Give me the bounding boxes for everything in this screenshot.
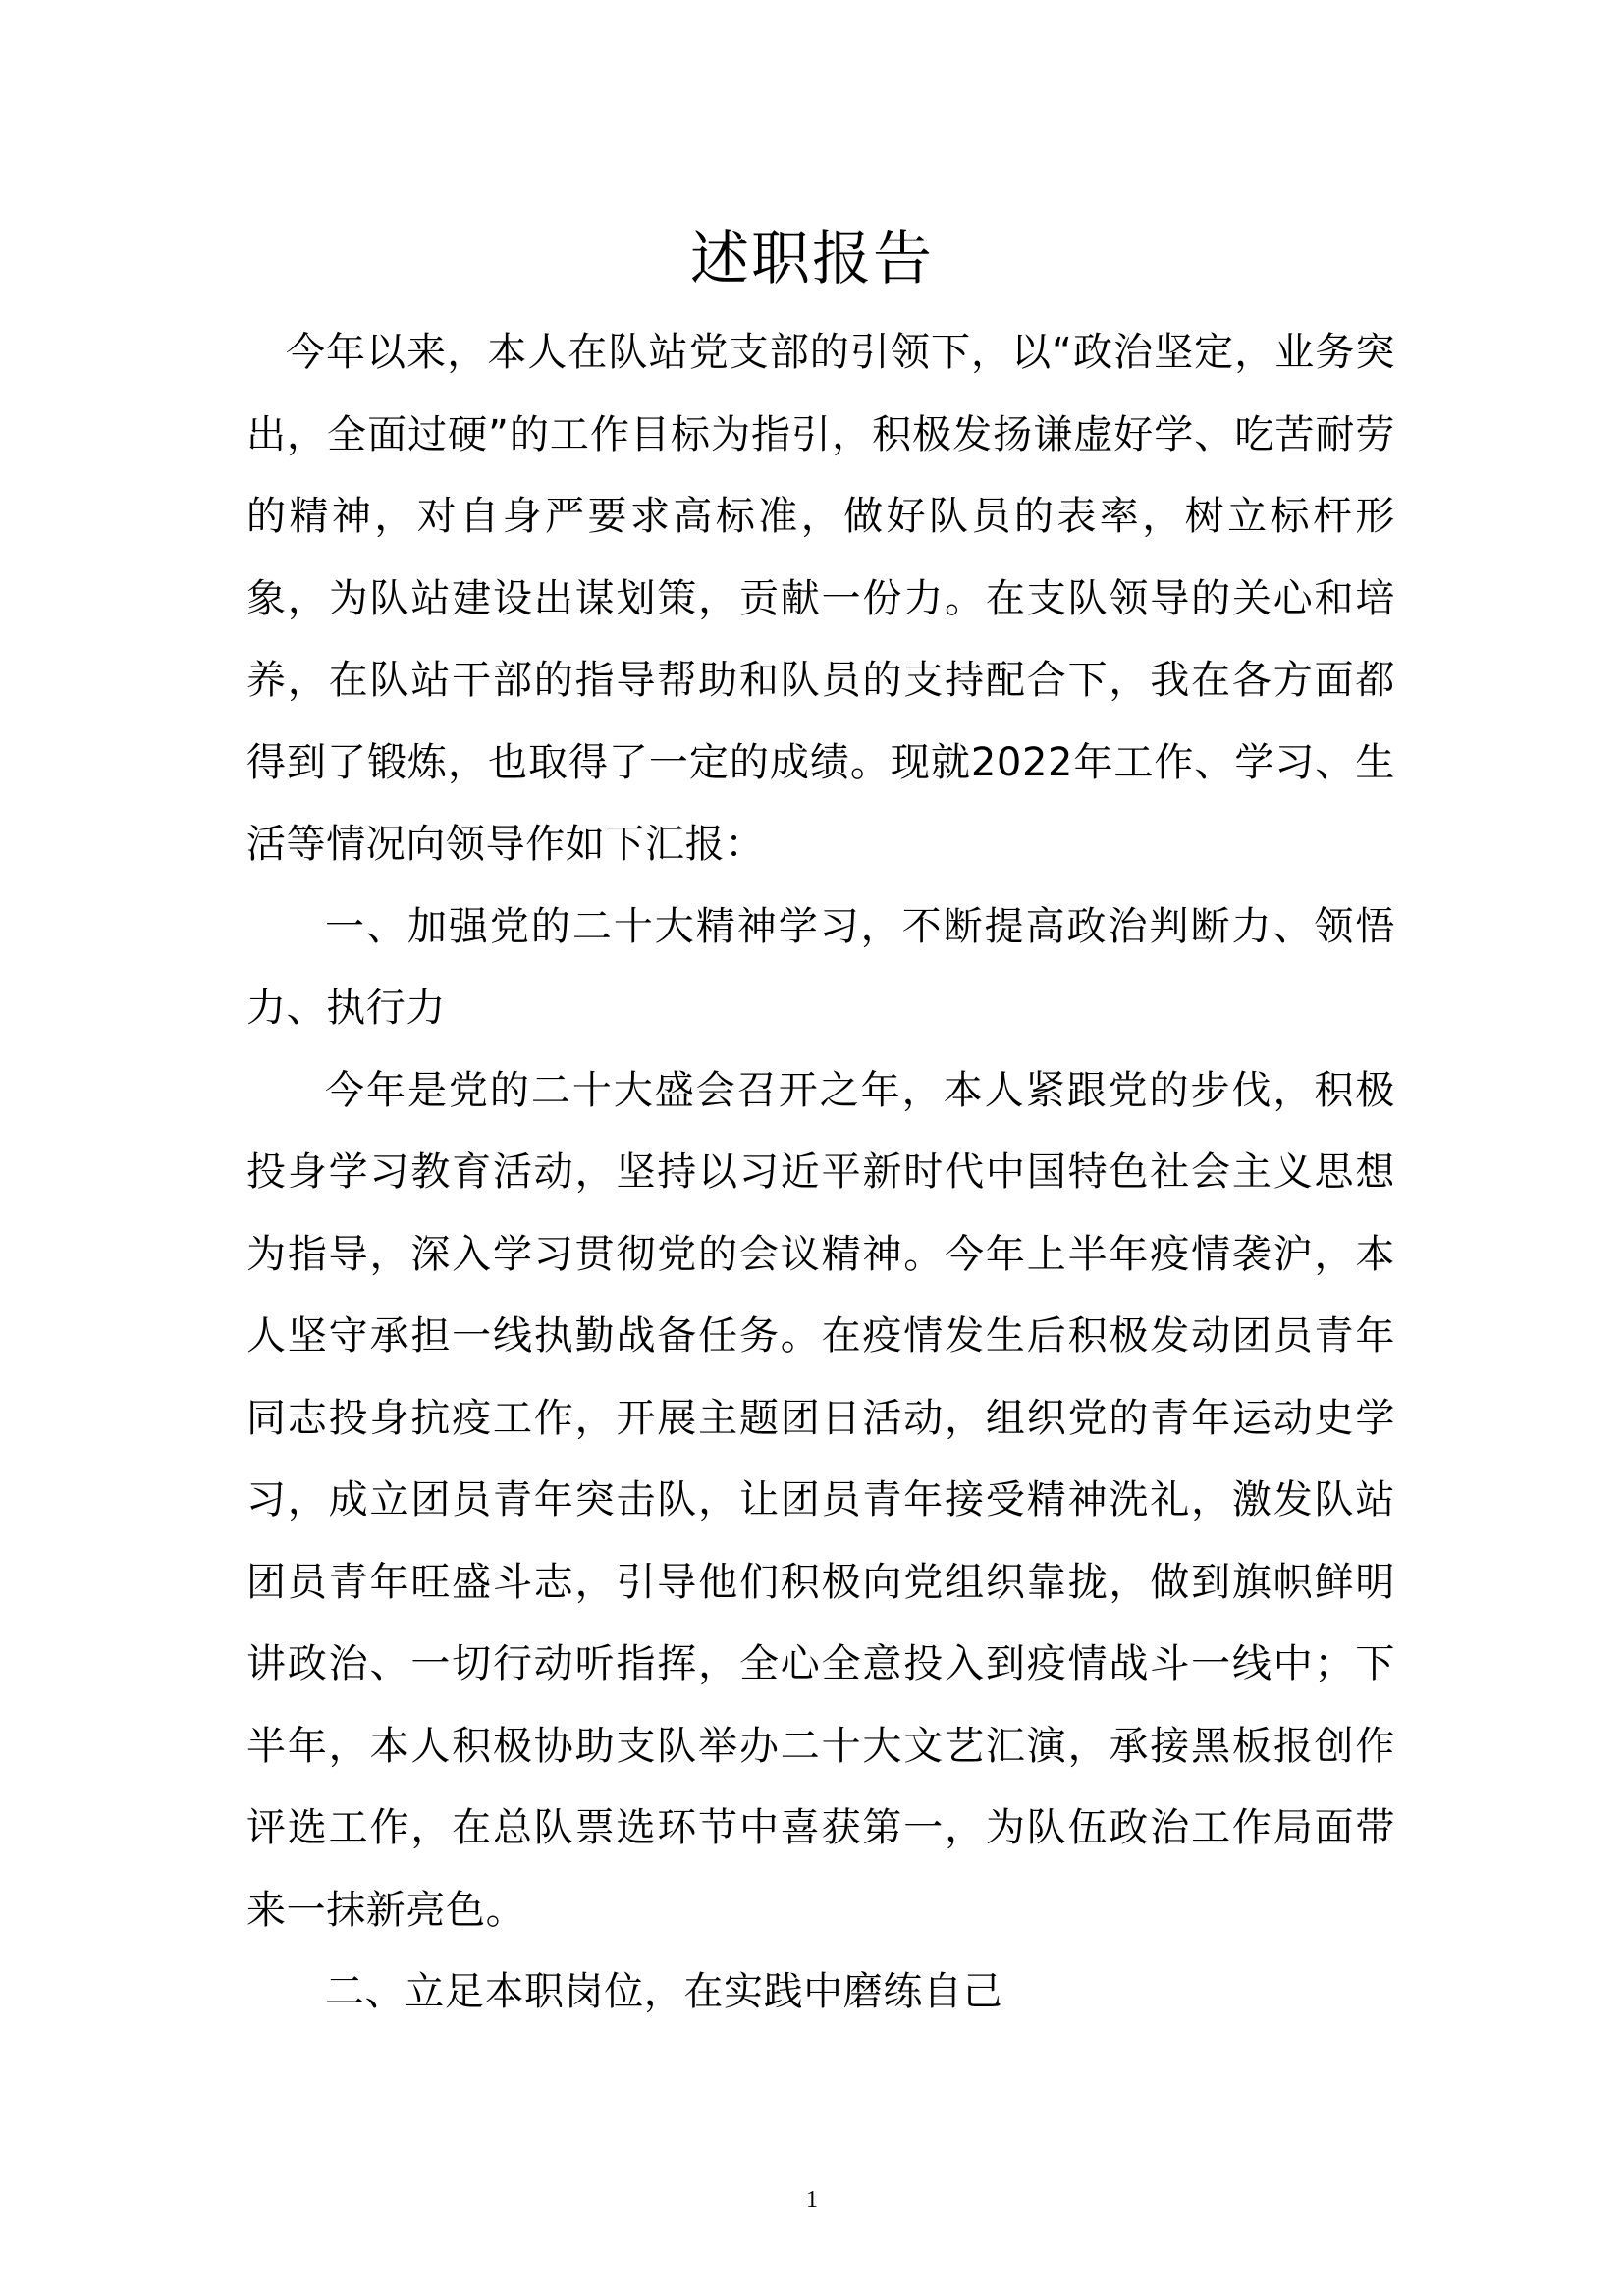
intro-paragraph: 今年以来，本人在队站党支部的引领下，以“政治坚定，业务突出，全面过硬”的工作目标为指引，积极发扬谦虚好学、吃苦耐劳的精神，对自身严要求高标准，做好队员的表率，树立标杆形象，为队站建设出谋划策，贡献一份力。在支队领导的关心和培养，在队站干部的指导帮助和队员的支持配合下，我在各方面都得到了锻炼，也取得了一定的成绩。现就2022年工作、学习、生活等情况向领导作如下汇报： bbox=[246, 330, 1395, 867]
section-1-paragraph: 今年是党的二十大盛会召开之年，本人紧跟党的步伐，积极投身学习教育活动，坚持以习近平新时代中国特色社会主义思想为指导，深入学习贯彻党的会议精神。今年上半年疫情袭沪，本人坚守承担一线执勤战备任务。在疫情发生后积极发动团员青年同志投身抗疫工作，开展主题团日活动，组织党的青年运动史学习，成立团员青年突击队，让团员青年接受精神洗礼，激发队站团员青年旺盛斗志，引导他们积极向党组织靠拢，做到旗帜鲜明讲政治、一切行动听指挥，全心全意投入到疫情战斗一线中；下半年，本人积极协助支队举办二十大文艺汇演，承接黑板报创作评选工作，在总队票选环节中喜获第一，为队伍政治工作局面带来一抹新亮色。 bbox=[246, 1067, 1395, 1933]
document-body bbox=[246, 312, 1395, 2034]
section-heading-2: 二、立足本职岗位，在实践中磨练自己 bbox=[325, 1969, 1003, 2014]
document-title: 述职报告 bbox=[690, 225, 934, 294]
page-number: 1 bbox=[806, 2187, 818, 2213]
section-heading-1: 一、加强党的二十大精神学习，不断提高政治判断力、领悟力、执行力 bbox=[246, 903, 1395, 1031]
